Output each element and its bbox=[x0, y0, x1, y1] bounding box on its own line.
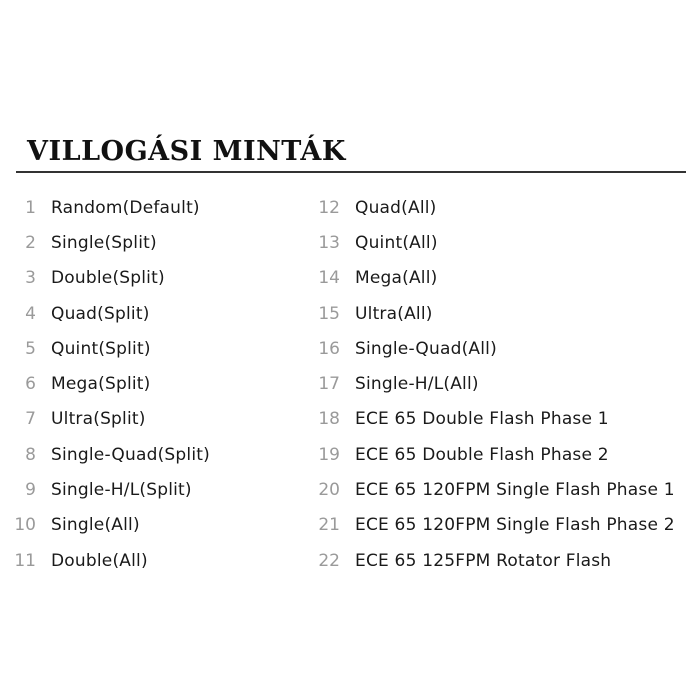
pattern-label: ECE 65 125FPM Rotator Flash bbox=[355, 550, 612, 571]
pattern-label: Ultra(Split) bbox=[51, 409, 146, 430]
pattern-item bbox=[0, 331, 300, 366]
pattern-label: Quad(All) bbox=[355, 197, 437, 218]
pattern-item bbox=[0, 402, 300, 437]
pattern-item bbox=[305, 543, 700, 578]
pattern-label: Single-H/L(Split) bbox=[51, 480, 192, 501]
pattern-number: 5 bbox=[25, 338, 36, 359]
pattern-item bbox=[305, 331, 700, 366]
pattern-number: 3 bbox=[25, 268, 36, 289]
pattern-number: 1 bbox=[25, 197, 36, 218]
pattern-label: ECE 65 120FPM Single Flash Phase 2 bbox=[355, 515, 675, 536]
pattern-item bbox=[0, 543, 300, 578]
pattern-item bbox=[305, 402, 700, 437]
pattern-number: 15 bbox=[318, 303, 340, 324]
pattern-number: 6 bbox=[25, 374, 36, 395]
pattern-item bbox=[0, 296, 300, 331]
page-title: VILLOGÁSI MINTÁK bbox=[27, 136, 346, 167]
pattern-label: Mega(All) bbox=[355, 268, 438, 289]
pattern-number: 4 bbox=[25, 303, 36, 324]
pattern-item bbox=[305, 261, 700, 296]
pattern-item bbox=[305, 225, 700, 260]
pattern-number: 13 bbox=[318, 232, 340, 253]
pattern-label: Single(Split) bbox=[51, 232, 157, 253]
pattern-number: 11 bbox=[14, 550, 36, 571]
pattern-number: 7 bbox=[25, 409, 36, 430]
pattern-number: 19 bbox=[318, 444, 340, 465]
pattern-label: Double(All) bbox=[51, 550, 148, 571]
pattern-item bbox=[305, 437, 700, 472]
pattern-item bbox=[0, 261, 300, 296]
pattern-label: Single-H/L(All) bbox=[355, 374, 479, 395]
pattern-label: Double(Split) bbox=[51, 268, 165, 289]
pattern-number: 20 bbox=[318, 480, 340, 501]
pattern-item bbox=[0, 508, 300, 543]
pattern-item bbox=[305, 190, 700, 225]
pattern-label: Mega(Split) bbox=[51, 374, 151, 395]
pattern-number: 14 bbox=[318, 268, 340, 289]
pattern-number: 12 bbox=[318, 197, 340, 218]
pattern-item bbox=[0, 472, 300, 507]
pattern-item bbox=[305, 472, 700, 507]
pattern-number: 21 bbox=[318, 515, 340, 536]
pattern-item bbox=[305, 296, 700, 331]
pattern-label: Single(All) bbox=[51, 515, 140, 536]
pattern-label: Random(Default) bbox=[51, 197, 200, 218]
pattern-number: 8 bbox=[25, 444, 36, 465]
pattern-label: Quint(All) bbox=[355, 232, 438, 253]
pattern-item bbox=[0, 190, 300, 225]
pattern-number: 18 bbox=[318, 409, 340, 430]
pattern-label: Ultra(All) bbox=[355, 303, 433, 324]
pattern-number: 16 bbox=[318, 338, 340, 359]
pattern-label: ECE 65 Double Flash Phase 2 bbox=[355, 444, 609, 465]
pattern-item bbox=[0, 437, 300, 472]
title-divider bbox=[16, 171, 686, 173]
pattern-list-right bbox=[305, 190, 700, 578]
pattern-number: 9 bbox=[25, 480, 36, 501]
pattern-list-left bbox=[0, 190, 300, 578]
pattern-number: 10 bbox=[14, 515, 36, 536]
pattern-item bbox=[305, 508, 700, 543]
pattern-label: Single-Quad(Split) bbox=[51, 444, 210, 465]
pattern-label: Quint(Split) bbox=[51, 338, 151, 359]
pattern-label: ECE 65 Double Flash Phase 1 bbox=[355, 409, 609, 430]
pattern-label: Single-Quad(All) bbox=[355, 338, 497, 359]
pattern-item bbox=[0, 366, 300, 401]
pattern-item bbox=[0, 225, 300, 260]
pattern-item bbox=[305, 366, 700, 401]
pattern-number: 2 bbox=[25, 232, 36, 253]
pattern-number: 17 bbox=[318, 374, 340, 395]
pattern-number: 22 bbox=[318, 550, 340, 571]
pattern-label: Quad(Split) bbox=[51, 303, 150, 324]
pattern-label: ECE 65 120FPM Single Flash Phase 1 bbox=[355, 480, 675, 501]
